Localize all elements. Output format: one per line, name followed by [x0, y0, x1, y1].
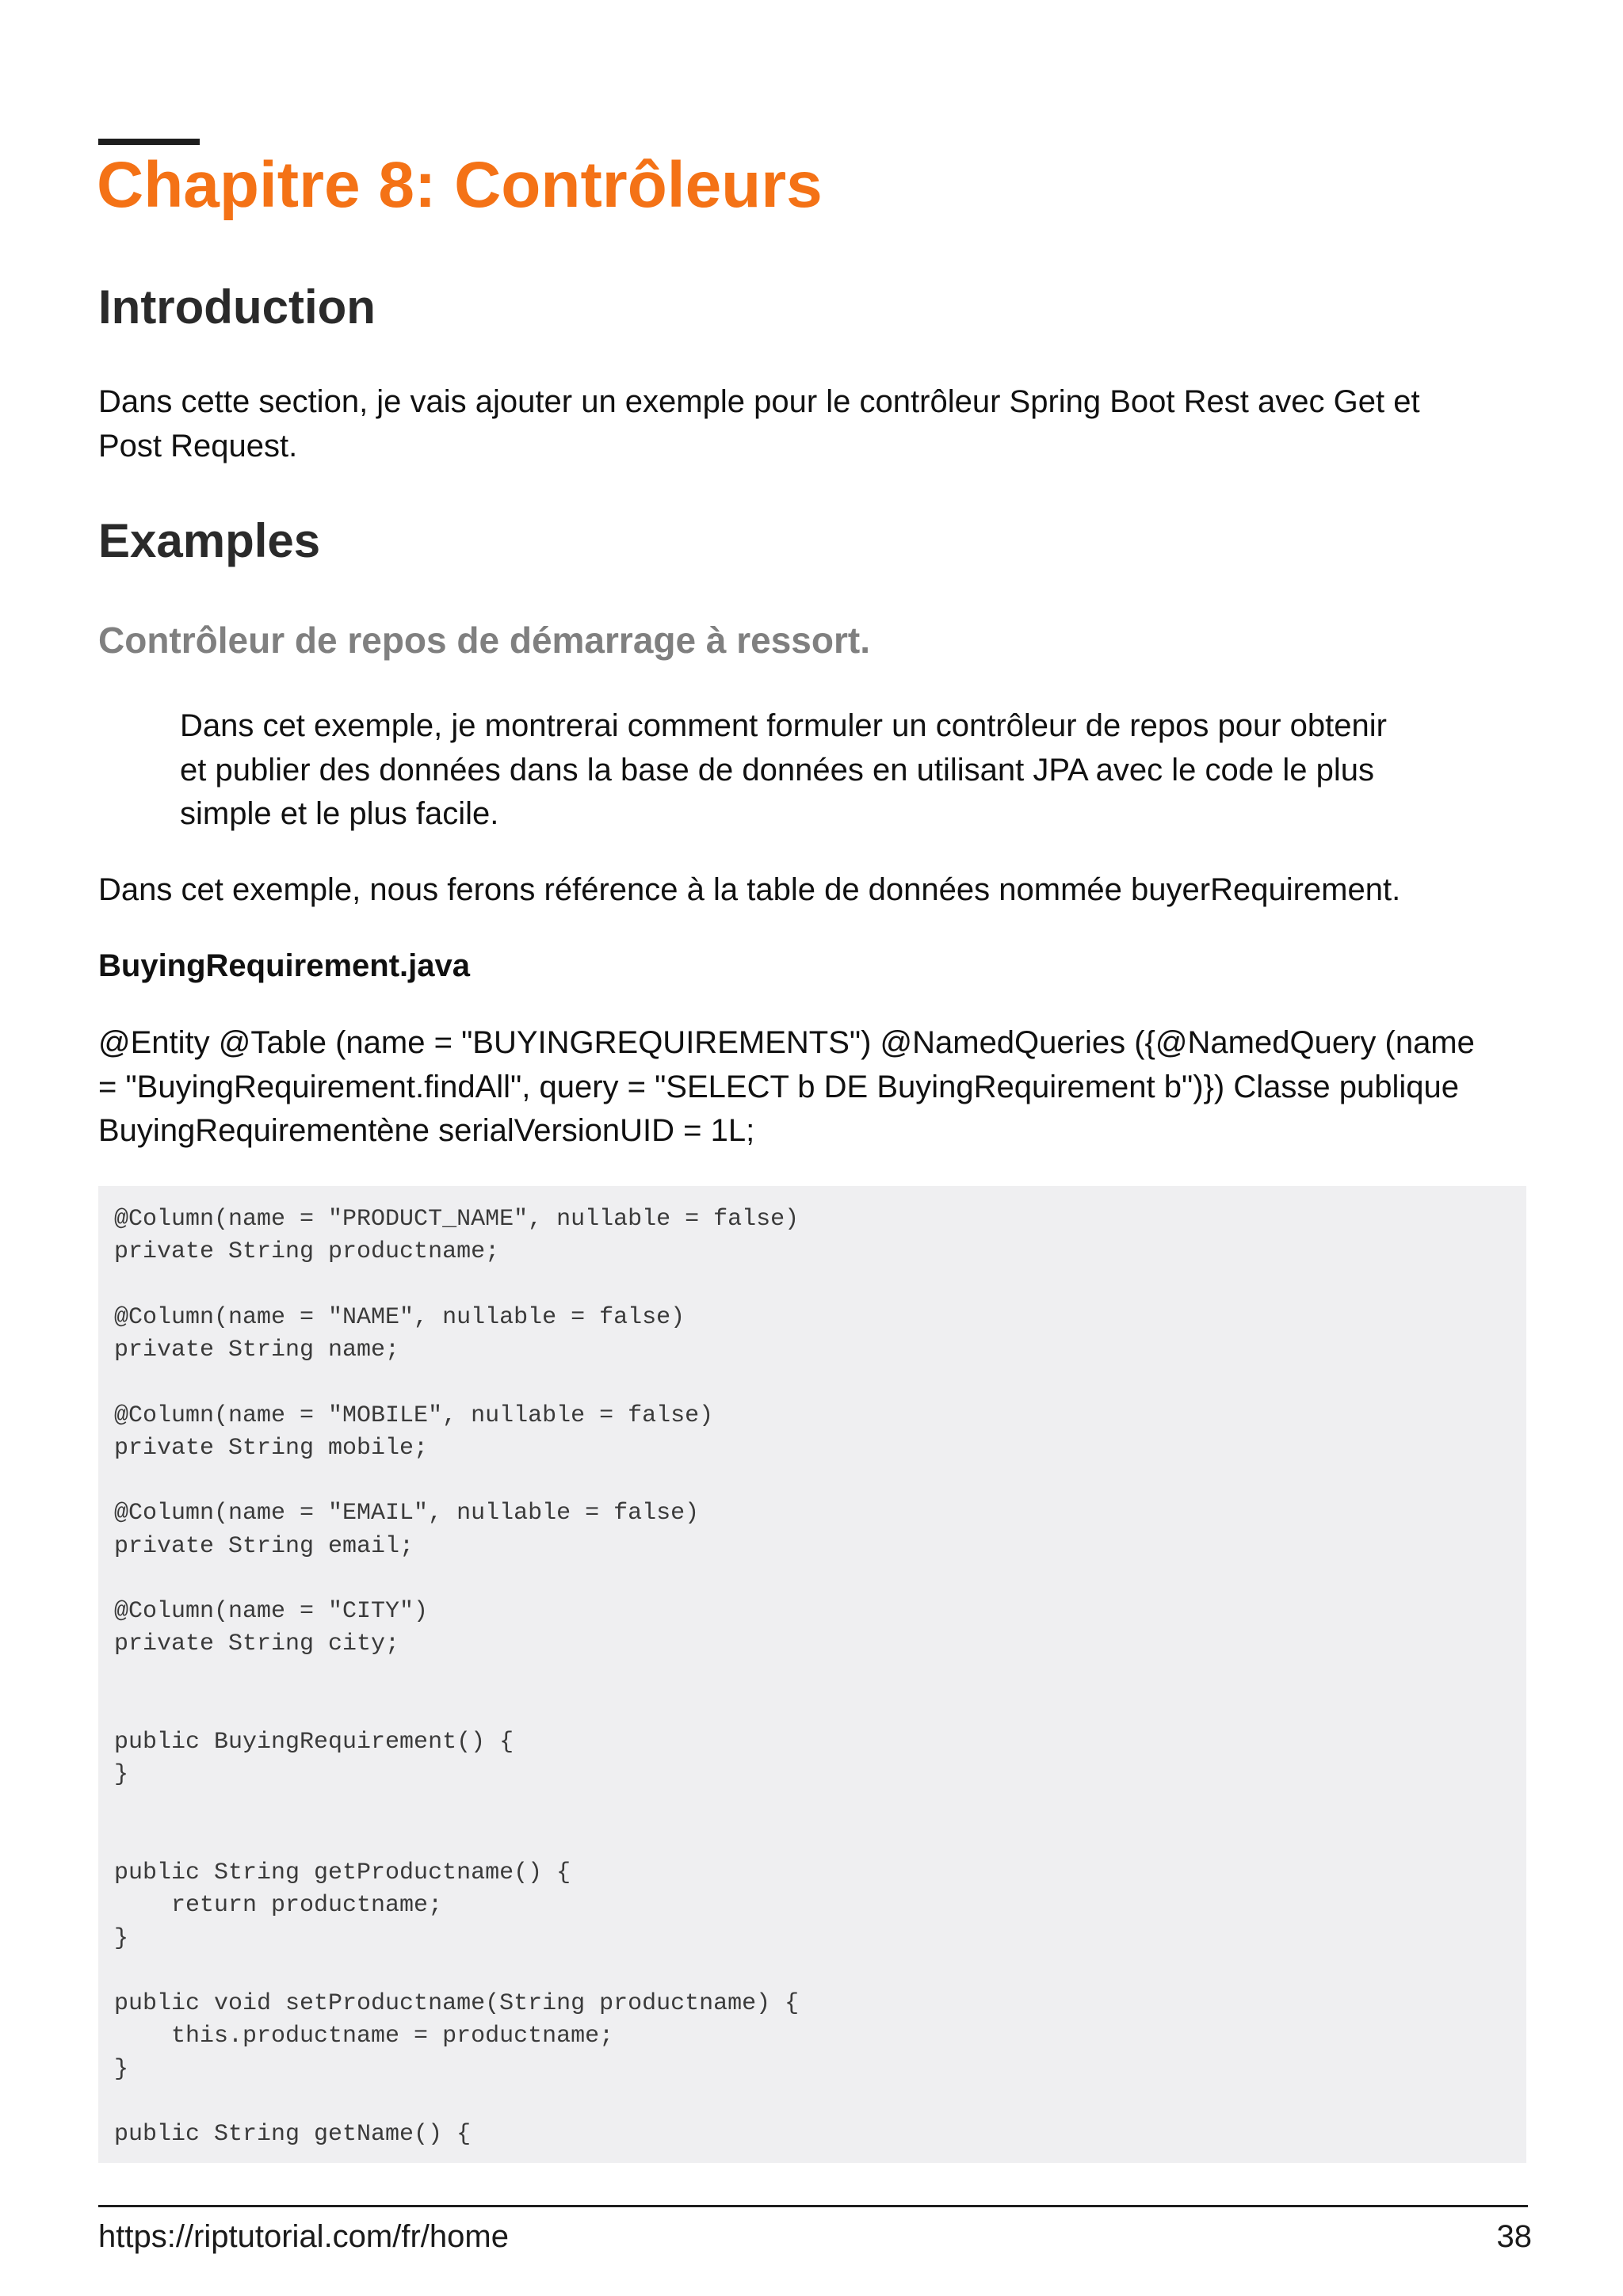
code-block [98, 1186, 1526, 2163]
code-line: private String mobile; [114, 1434, 429, 1462]
indented-line: simple et le plus facile. [180, 796, 499, 831]
code-line: public BuyingRequirement() { [114, 1729, 514, 1756]
code-line: @Column(name = "NAME", nullable = false) [114, 1303, 685, 1331]
code-line [114, 1465, 1526, 1497]
footer-rule [98, 2205, 1528, 2207]
code-line: @Column(name = "PRODUCT_NAME", nullable = false) [114, 1206, 800, 1233]
code-line [114, 1955, 1526, 1988]
reference-line: Dans cet exemple, nous ferons référence à la table de données nommée buyerRequirement. [98, 872, 1401, 907]
code-line [114, 1367, 1526, 1399]
indented-line: Dans cet exemple, je montrerai comment formuler un contrôleur de repos pour obtenir [180, 708, 1387, 743]
reference-paragraph [98, 868, 1400, 913]
code-line: @Column(name = "MOBILE", nullable = false) [114, 1402, 714, 1429]
code-line [114, 2086, 1526, 2119]
entity-line: @Entity @Table (name = "BUYINGREQUIREMENTS") @NamedQueries ({@NamedQuery (name [98, 1025, 1475, 1060]
file-label: BuyingRequirement.java [98, 948, 471, 983]
introduction-line: Post Request. [98, 428, 298, 463]
code-line [114, 1792, 1526, 1825]
examples-subheading: Contrôleur de repos de démarrage à ressort. [98, 620, 870, 661]
code-line: public void setProductname(String productname) { [114, 1990, 800, 2017]
code-line: private String productname; [114, 1238, 500, 1266]
code-line: } [114, 1761, 129, 1789]
footer-url: https://riptutorial.com/fr/home [98, 2219, 509, 2254]
code-line: private String email; [114, 1532, 414, 1560]
page-number: 38 [1496, 2219, 1532, 2254]
code-line: } [114, 2055, 129, 2083]
code-line: @Column(name = "CITY") [114, 1598, 429, 1625]
entity-line: BuyingRequirementène serialVersionUID = 1L; [98, 1113, 755, 1148]
introduction-line: Dans cette section, je vais ajouter un exemple pour le contrôleur Spring Boot Rest avec Get et [98, 384, 1420, 419]
code-line: public String getProductname() { [114, 1859, 571, 1886]
code-line: @Column(name = "EMAIL", nullable = false) [114, 1500, 700, 1527]
title-accent-rule [98, 139, 200, 145]
code-line: public String getName() { [114, 2121, 472, 2148]
code-line: return productname; [114, 1892, 443, 1920]
examples-heading: Examples [98, 514, 321, 567]
entity-paragraph [98, 1021, 1475, 1154]
code-line [114, 1825, 1526, 1857]
entity-line: = "BuyingRequirement.findAll", query = "SELECT b DE BuyingRequirement b")}) Classe publique [98, 1069, 1459, 1104]
code-line: this.productname = productname; [114, 2023, 614, 2050]
code-line [114, 1694, 1526, 1726]
code-line: private String city; [114, 1630, 400, 1658]
code-line [114, 1269, 1526, 1302]
indented-paragraph [180, 704, 1387, 837]
introduction-heading: Introduction [98, 280, 376, 334]
code-line: private String name; [114, 1337, 400, 1363]
code-line: } [114, 1924, 129, 1952]
introduction-paragraph [98, 380, 1420, 468]
chapter-title: Chapitre 8: Contrôleurs [97, 149, 823, 221]
indented-line: et publier des données dans la base de données en utilisant JPA avec le code le plus [180, 752, 1374, 788]
code-line [114, 1661, 1526, 1694]
code-line [114, 1563, 1526, 1596]
